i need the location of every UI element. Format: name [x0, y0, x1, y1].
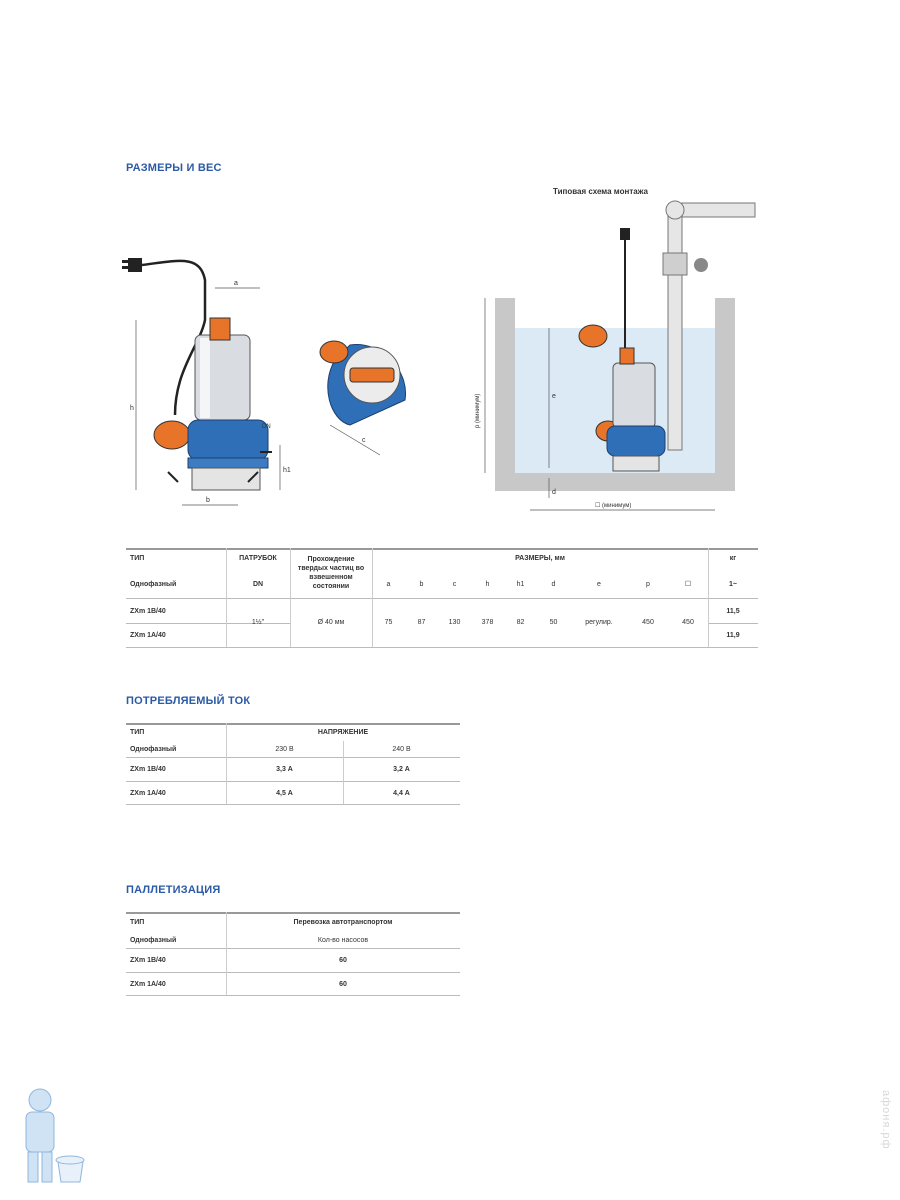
dim-value-a: 75	[384, 618, 393, 626]
pallet-qty-1: 60	[339, 956, 347, 964]
current-col-type-sub: Однофазный	[130, 745, 177, 753]
dims-weight-1: 11,5	[726, 607, 740, 615]
dim-value-c: 130	[448, 618, 461, 626]
watermark: афоня.рф	[880, 1090, 892, 1150]
pump-top-diagram	[310, 330, 420, 460]
pallet-model-1: ZXm 1B/40	[130, 956, 166, 964]
dim-header-b: b	[419, 580, 424, 588]
voltage-230: 230 В	[275, 745, 294, 753]
dim-header-h1: h1	[516, 580, 525, 588]
dim-value-box: 450	[682, 618, 694, 626]
current-title: ПОТРЕБЛЯЕМЫЙ ТОК	[126, 695, 251, 707]
dim-b-label: b	[206, 497, 210, 504]
dim-h-label: h	[130, 405, 134, 412]
dims-model-1: ZXm 1B/40	[130, 607, 166, 615]
dim-header-box: ☐	[684, 581, 692, 588]
current-model-2: ZXm 1A/40	[130, 789, 166, 797]
dims-col-type-sub: Однофазный	[130, 580, 177, 588]
dim-header-e: e	[597, 580, 601, 588]
pallet-col-qty: Кол-во насосов	[317, 936, 369, 944]
dims-col-type: ТИП	[130, 554, 145, 562]
current-2-240: 4,4 А	[393, 789, 410, 797]
dims-col-kg-sub: 1~	[729, 580, 737, 588]
dim-e-label: e	[552, 393, 556, 400]
pallet-col-transport: Перевозка автотранспортом	[293, 918, 393, 926]
plug-icon	[122, 258, 142, 272]
dim-value-d: 50	[549, 618, 558, 626]
current-col-voltage: НАПРЯЖЕНИЕ	[317, 728, 369, 736]
installation-diagram	[475, 198, 765, 516]
current-model-1: ZXm 1B/40	[130, 765, 166, 773]
dims-weight-2: 11,9	[726, 631, 740, 639]
dim-p-label: p (минимум)	[475, 393, 481, 428]
dim-d-label: d	[552, 489, 556, 496]
dimensions-title: РАЗМЕРЫ И ВЕС	[126, 162, 222, 174]
voltage-240: 240 В	[392, 745, 411, 753]
pallet-col-type: ТИП	[130, 918, 145, 926]
pallet-table	[126, 912, 460, 996]
dim-value-h1: 82	[516, 618, 525, 626]
install-caption: Типовая схема монтажа	[553, 187, 648, 196]
dim-header-d: d	[551, 580, 556, 588]
dims-col-solids: Прохождение твердых частиц во взвешенном состоянии	[297, 556, 365, 590]
dims-col-dims: РАЗМЕРЫ, мм	[515, 554, 565, 562]
dim-h1-label: h1	[283, 467, 291, 474]
float-switch-icon	[154, 421, 190, 449]
pallet-title: ПАЛЛЕТИЗАЦИЯ	[126, 884, 221, 896]
dim-value-e: регулир.	[585, 618, 613, 626]
dim-value-b: 87	[417, 618, 426, 626]
pallet-col-type-sub: Однофазный	[130, 936, 177, 944]
plumber-logo-icon	[8, 1082, 88, 1192]
dims-port-value: 1½"	[251, 618, 265, 626]
current-2-230: 4,5 А	[276, 789, 293, 797]
dim-header-h: h	[485, 580, 490, 588]
current-1-230: 3,3 А	[276, 765, 293, 773]
current-1-240: 3,2 А	[393, 765, 410, 773]
dimensions-table	[126, 548, 758, 648]
dims-col-port-sub: DN	[252, 580, 264, 588]
dims-col-port: ПАТРУБОК	[239, 554, 277, 562]
dim-a-label: a	[234, 280, 238, 287]
dim-header-p: p	[646, 580, 650, 588]
pallet-model-2: ZXm 1A/40	[130, 980, 166, 988]
pump-side-diagram	[120, 250, 290, 515]
dim-value-p: 450	[642, 618, 654, 626]
dims-solids-value: Ø 40 мм	[317, 618, 345, 626]
dim-header-a: a	[386, 580, 391, 588]
dim-value-h: 378	[481, 618, 494, 626]
dim-header-c: c	[452, 580, 457, 588]
dim-c-label: c	[362, 437, 366, 444]
dim-dn-label: DN	[262, 424, 271, 430]
pallet-qty-2: 60	[339, 980, 347, 988]
current-table	[126, 723, 460, 805]
current-col-type: ТИП	[130, 728, 145, 736]
dims-col-kg: кг	[729, 554, 737, 562]
dim-box-label: ☐ (минимум)	[595, 503, 632, 509]
dims-model-2: ZXm 1A/40	[130, 631, 166, 639]
